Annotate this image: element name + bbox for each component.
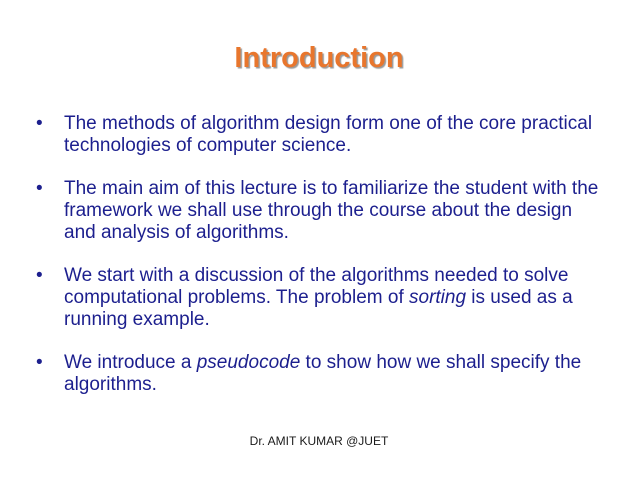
bullet-dot-icon: • — [36, 113, 43, 134]
emphasis-sorting: sorting — [409, 287, 467, 308]
bullet-dot-icon: • — [36, 265, 43, 286]
bullet-dot-icon: • — [36, 178, 43, 199]
bullet-text-after: to show how we shall specify the algorithms. — [64, 352, 582, 395]
slide-footer: Dr. AMIT KUMAR @JUET — [249, 434, 389, 448]
bullet-text: The methods of algorithm design form one of the core practical technologies of computer science. — [64, 113, 593, 156]
bullet-text-after: is used as a running example. — [64, 287, 573, 330]
bullet-item — [36, 265, 606, 331]
slide-title: Introduction — [234, 42, 404, 74]
bullet-text-before: We introduce a — [64, 352, 197, 373]
bullet-list — [36, 113, 606, 417]
bullet-item — [36, 113, 606, 157]
bullet-text: The main aim of this lecture is to familiarize the student with the framework we shall use through the course about the design and analysis of algorithms. — [64, 178, 599, 243]
bullet-item — [36, 178, 606, 244]
bullet-dot-icon: • — [36, 352, 43, 373]
bullet-item — [36, 352, 606, 396]
emphasis-pseudocode: pseudocode — [196, 352, 301, 373]
bullet-text-before: We start with a discussion of the algorithms needed to solve computational problems. The problem of — [64, 265, 569, 308]
